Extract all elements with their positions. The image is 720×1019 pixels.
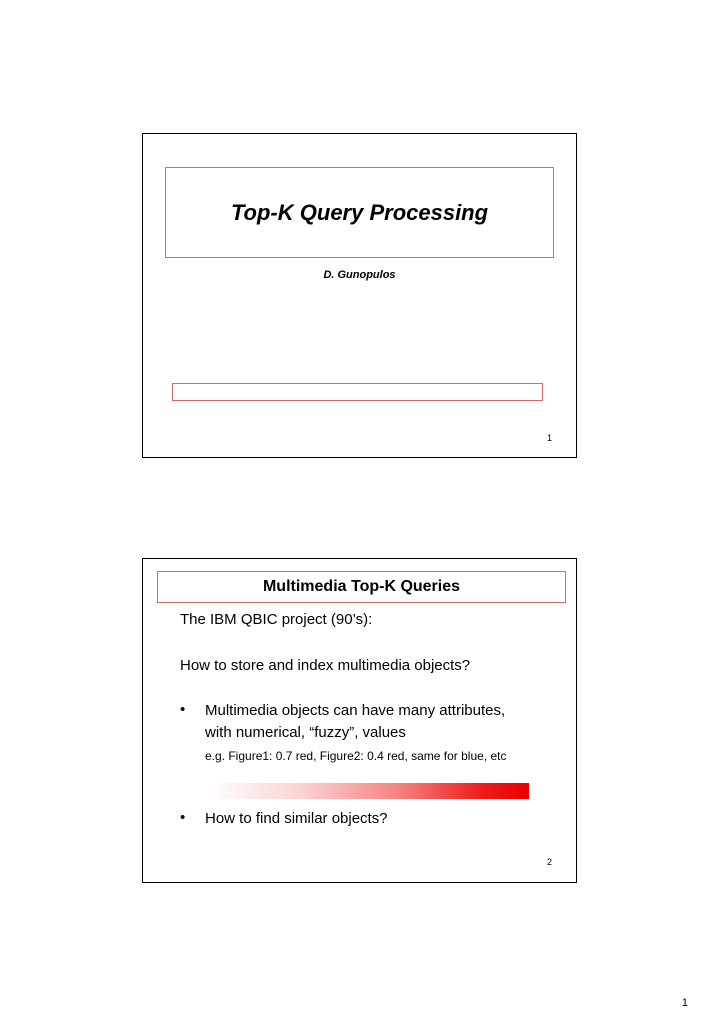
slide-2-number: 2: [546, 857, 552, 867]
subtitle-frame: [172, 383, 543, 401]
bullet-marker: •: [180, 701, 186, 718]
question-line: How to store and index multimedia objects?: [180, 657, 471, 674]
slide-1-number: 1: [546, 433, 552, 443]
color-gradient-bar: [209, 783, 529, 799]
slide-2: [142, 558, 577, 883]
example-line: e.g. Figure1: 0.7 red, Figure2: 0.4 red, same for blue, etc: [205, 749, 507, 763]
intro-line: The IBM QBIC project (90’s):: [180, 611, 373, 628]
slide-2-title: Multimedia Top-K Queries: [262, 578, 461, 595]
bullet-marker: •: [180, 809, 186, 826]
slide-1: [142, 133, 577, 458]
page-number: 1: [681, 997, 688, 1009]
author-name: D. Gunopulos: [323, 269, 396, 281]
bullet-1-line-1: Multimedia objects can have many attributes,: [205, 702, 506, 719]
bullet-1-line-2: with numerical, “fuzzy”, values: [205, 724, 406, 741]
bullet-2: How to find similar objects?: [205, 810, 388, 827]
slide-1-title: Top-K Query Processing: [230, 200, 489, 225]
